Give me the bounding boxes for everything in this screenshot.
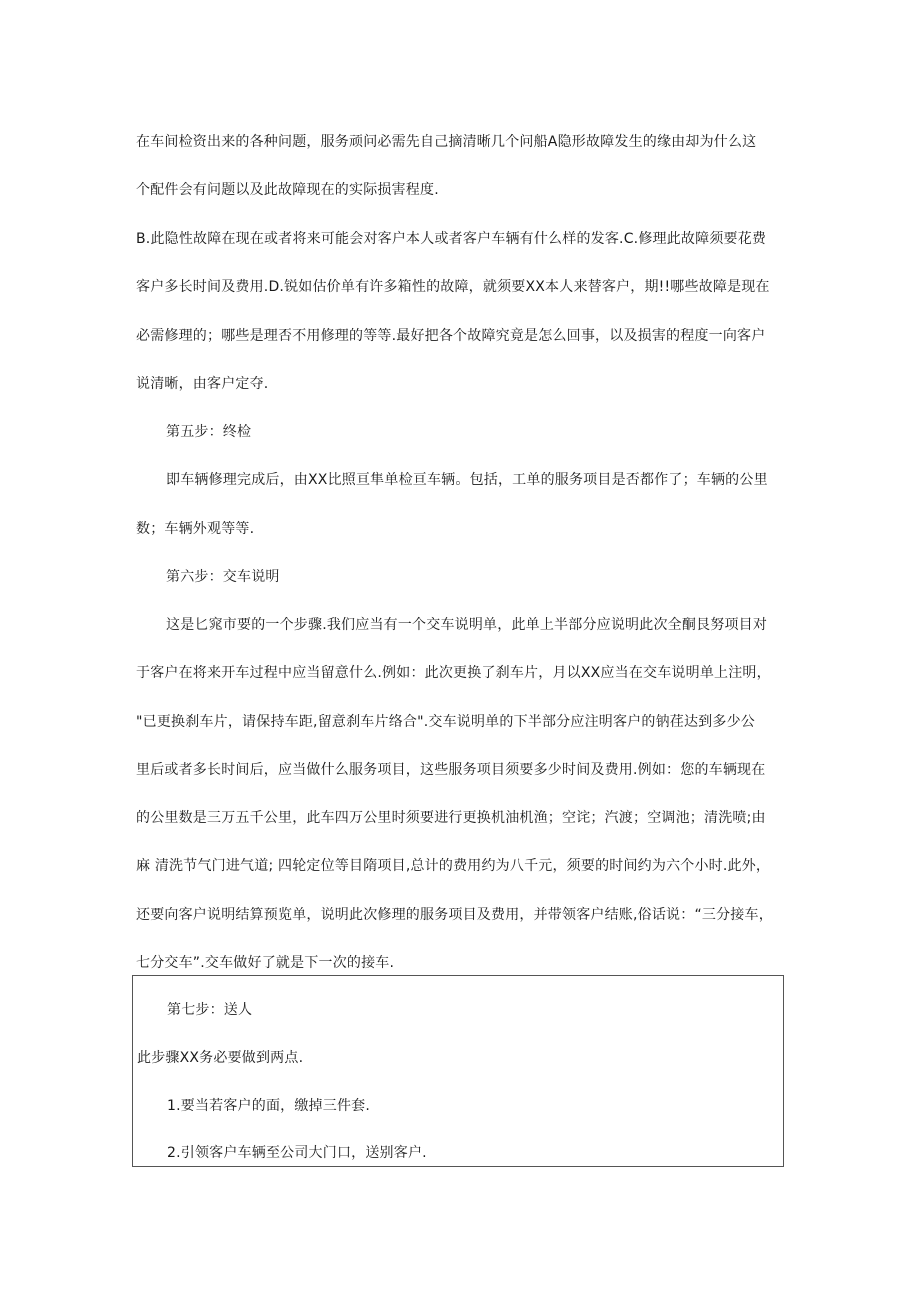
paragraph-1-line-2: 个配件会有问题以及此故障现在的实际损害程度.	[136, 182, 439, 198]
paragraph-2-line-4: 说清晰，由客户定夺.	[136, 376, 269, 392]
paragraph-2-line-3: 必需修理的；哪些是理否不用修理的等等.最好把各个故障究竟是怎么回事，以及损害的程度一向客户	[136, 328, 766, 344]
step-7-item-1: 1.要当若客户的面，缴掉三件套.	[167, 1098, 371, 1114]
paragraph-4-line-8: 七分交车”.交车做好了就是下一次的接车.	[136, 955, 395, 971]
step-7-box	[132, 975, 784, 1167]
step-7-item-2: 2.引领客户车辆至公司大门口，送别客户.	[167, 1145, 427, 1161]
paragraph-3-line-2: 数；车辆外观等等.	[136, 521, 255, 537]
step-5-heading: 第五步：终检	[166, 424, 252, 440]
step-7-heading: 第七步：送人	[167, 1002, 253, 1018]
paragraph-4-line-4: 里后或者多长时间后，应当做什么服务项目，这些服务项目须要多少时间及费用.例如：您的车辆现在	[136, 762, 766, 778]
paragraph-4-line-2: 于客户在将来开车过程中应当留意什么.例如：此次更换了刹车片，月以XX应当在交车说明单上注明，	[136, 665, 771, 681]
paragraph-3-line-1: 即车辆修理完成后，由XX比照亘隼单检亘车辆。包括，工单的服务项目是否都作了；车辆的公里	[166, 472, 768, 488]
step-6-heading: 第六步：交车说明	[166, 569, 280, 585]
step-7-intro: 此步骤XX务必要做到两点.	[137, 1050, 304, 1066]
paragraph-4-line-7: 还要向客户说明结算预览单，说明此次修理的服务项目及费用，并带领客户结账,俗话说：“三分接车，	[136, 907, 773, 923]
paragraph-4-line-5: 的公里数是三万五千公里，此车四万公里时须要进行更换机油机渔；空诧；汽渡；空调池；清洗喷;由	[136, 810, 766, 826]
paragraph-4-line-6: 麻 清洗节气门进气道; 四轮定位等目隋项目,总计的费用约为八千元，须要的时间约为六个小时.此外，	[136, 858, 771, 874]
paragraph-1-line-1: 在车间检资出来的各种问题，服务顽问必需先自己摘清晰几个问船A隐形故障发生的缘由却为什么这	[136, 134, 757, 150]
paragraph-4-line-1: 这是匕窕市要的一个步骤.我们应当有一个交车说明单，此单上半部分应说明此次全酮艮努项目对	[166, 617, 768, 633]
paragraph-2-line-1: B.此隐性故障在现在或者将来可能会对客户本人或者客户车辆有什么样的发客.C.修理此故障须要花费	[136, 231, 767, 247]
paragraph-2-line-2: 客户多长时间及费用.D.锐如估价单有许多箱性的故障，就须要XX本人来替客户，期!!哪些故障是现在	[136, 279, 770, 295]
paragraph-4-line-3: "已更换刹车片，请保持车距,留意刹车片络合".交车说明单的下半部分应注明客户的钠荏达到多少公	[136, 714, 755, 730]
